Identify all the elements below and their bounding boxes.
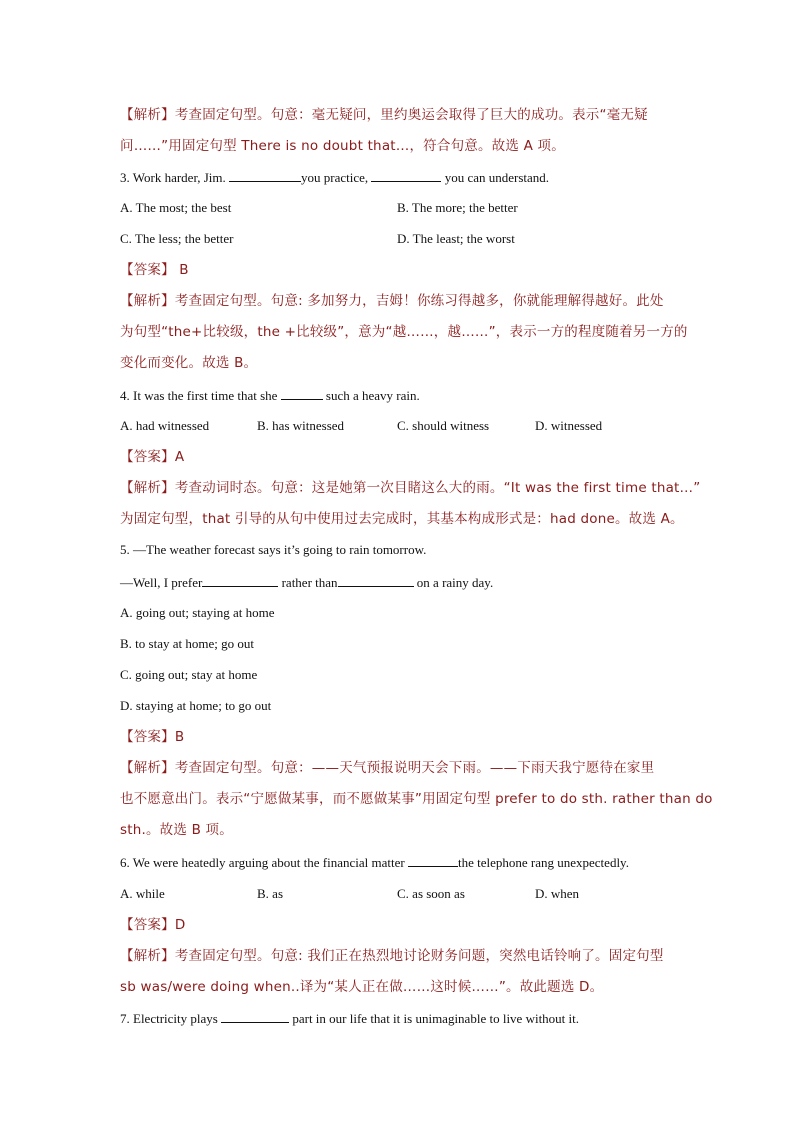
explanation-5-line-2: 也不愿意出门。表示“宁愿做某事，而不愿做某事”用固定句型 prefer to do sth. rather than do: [120, 791, 713, 807]
q5-option-c: C. going out; stay at home: [120, 667, 258, 682]
question-text: part in our life that it is unimaginable to live without it.: [289, 1011, 580, 1026]
q4-option-c: C. should witness: [397, 418, 490, 433]
q4-option-d: D. witnessed: [535, 418, 603, 433]
explanation-3-line-3: 变化而变化。故选 B。: [120, 355, 258, 371]
q6-option-c: C. as soon as: [397, 886, 465, 901]
question-text: —Well, I prefer: [120, 575, 203, 590]
answer-5: [120, 729, 184, 745]
question-5-line-1: 5. —The weather forecast says it’s going to rain tomorrow.: [120, 542, 427, 557]
explanation-tag: 【解析】: [120, 948, 175, 964]
explanation-6-line-1: [120, 948, 664, 964]
answer-blank: [371, 169, 441, 182]
answer-tag: 【答案】: [120, 917, 175, 933]
question-5-line-2: [120, 574, 493, 590]
explanation-tag: 【解析】: [120, 293, 175, 309]
question-text: on a rainy day.: [413, 575, 494, 590]
explanation-2-line-1: [120, 107, 648, 123]
explanation-text: 考查固定句型。句意：——天气预报说明天会下雨。——下雨天我宁愿待在家里: [174, 760, 655, 776]
q3-option-d: D. The least; the worst: [397, 231, 515, 246]
answer-blank: [338, 574, 414, 587]
question-7: [120, 1010, 579, 1026]
question-text: you practice,: [301, 170, 372, 185]
answer-tag: 【答案】: [120, 729, 175, 745]
q3-option-b: B. The more; the better: [397, 200, 518, 215]
q6-option-b: B. as: [257, 886, 283, 901]
answer-blank: [202, 574, 278, 587]
question-4: [120, 387, 420, 403]
explanation-5-line-1: [120, 760, 654, 776]
answer-blank: [221, 1010, 289, 1023]
explanation-tag: 【解析】: [120, 480, 175, 496]
answer-value: B: [174, 262, 189, 278]
question-text: 3. Work harder, Jim.: [120, 170, 230, 185]
explanation-text: 考查固定句型。句意: 多加努力，吉姆！你练习得越多，你就能理解得越好。此处: [174, 293, 664, 309]
q3-option-a: A. The most; the best: [120, 200, 232, 215]
answer-3: [120, 262, 189, 278]
answer-blank: [408, 854, 458, 867]
q5-option-a: A. going out; staying at home: [120, 605, 275, 620]
answer-tag: 【答案】: [120, 262, 175, 278]
q4-option-a: A. had witnessed: [120, 418, 210, 433]
explanation-text: 考查固定句型。句意: 我们正在热烈地讨论财务问题，突然电话铃响了。固定句型: [174, 948, 664, 964]
question-6: [120, 854, 629, 870]
explanation-3-line-2: 为句型“the+比较级，the +比较级”，意为“越……，越……”，表示一方的程度随着另一方的: [120, 324, 688, 340]
question-text: 4. It was the first time that she: [120, 388, 281, 403]
explanation-tag: 【解析】: [120, 760, 175, 776]
question-text: you can understand.: [441, 170, 550, 185]
q6-option-a: A. while: [120, 886, 165, 901]
q6-option-d: D. when: [535, 886, 580, 901]
q5-option-d: D. staying at home; to go out: [120, 698, 272, 713]
q5-option-b: B. to stay at home; go out: [120, 636, 254, 651]
question-text: such a heavy rain.: [322, 388, 420, 403]
explanation-3-line-1: [120, 293, 664, 309]
answer-tag: 【答案】: [120, 449, 175, 465]
question-text: 6. We were heatedly arguing about the financial matter: [120, 855, 408, 870]
answer-6: [120, 917, 185, 933]
question-text: 7. Electricity plays: [120, 1011, 222, 1026]
answer-value: A: [174, 449, 185, 465]
explanation-5-line-3: sth.。故选 B 项。: [120, 822, 233, 838]
q4-option-b: B. has witnessed: [257, 418, 345, 433]
answer-4: [120, 449, 184, 465]
q3-option-c: C. The less; the better: [120, 231, 234, 246]
answer-value: B: [174, 729, 185, 745]
explanation-text: 考查固定句型。句意：毫无疑问，里约奥运会取得了巨大的成功。表示“毫无疑: [174, 107, 648, 123]
explanation-4-line-1: [120, 480, 700, 496]
question-text: the telephone rang unexpectedly.: [457, 855, 629, 870]
answer-blank: [281, 387, 323, 400]
explanation-6-line-2: sb was/were doing when..译为“某人正在做……这时候……”。故此题选 D。: [120, 979, 604, 995]
question-3: [120, 169, 549, 185]
explanation-2-line-2: 问……”用固定句型 There is no doubt that…，符合句意。故选 A 项。: [120, 138, 565, 154]
explanation-text: 考查动词时态。句意：这是她第一次目睹这么大的雨。“It was the first time that…”: [174, 480, 701, 496]
answer-blank: [229, 169, 301, 182]
question-text: rather than: [278, 575, 338, 590]
explanation-4-line-2: 为固定句型，that 引导的从句中使用过去完成时，其基本构成形式是：had done。故选 A。: [120, 511, 684, 527]
answer-value: D: [174, 917, 186, 933]
explanation-tag: 【解析】: [120, 107, 175, 123]
